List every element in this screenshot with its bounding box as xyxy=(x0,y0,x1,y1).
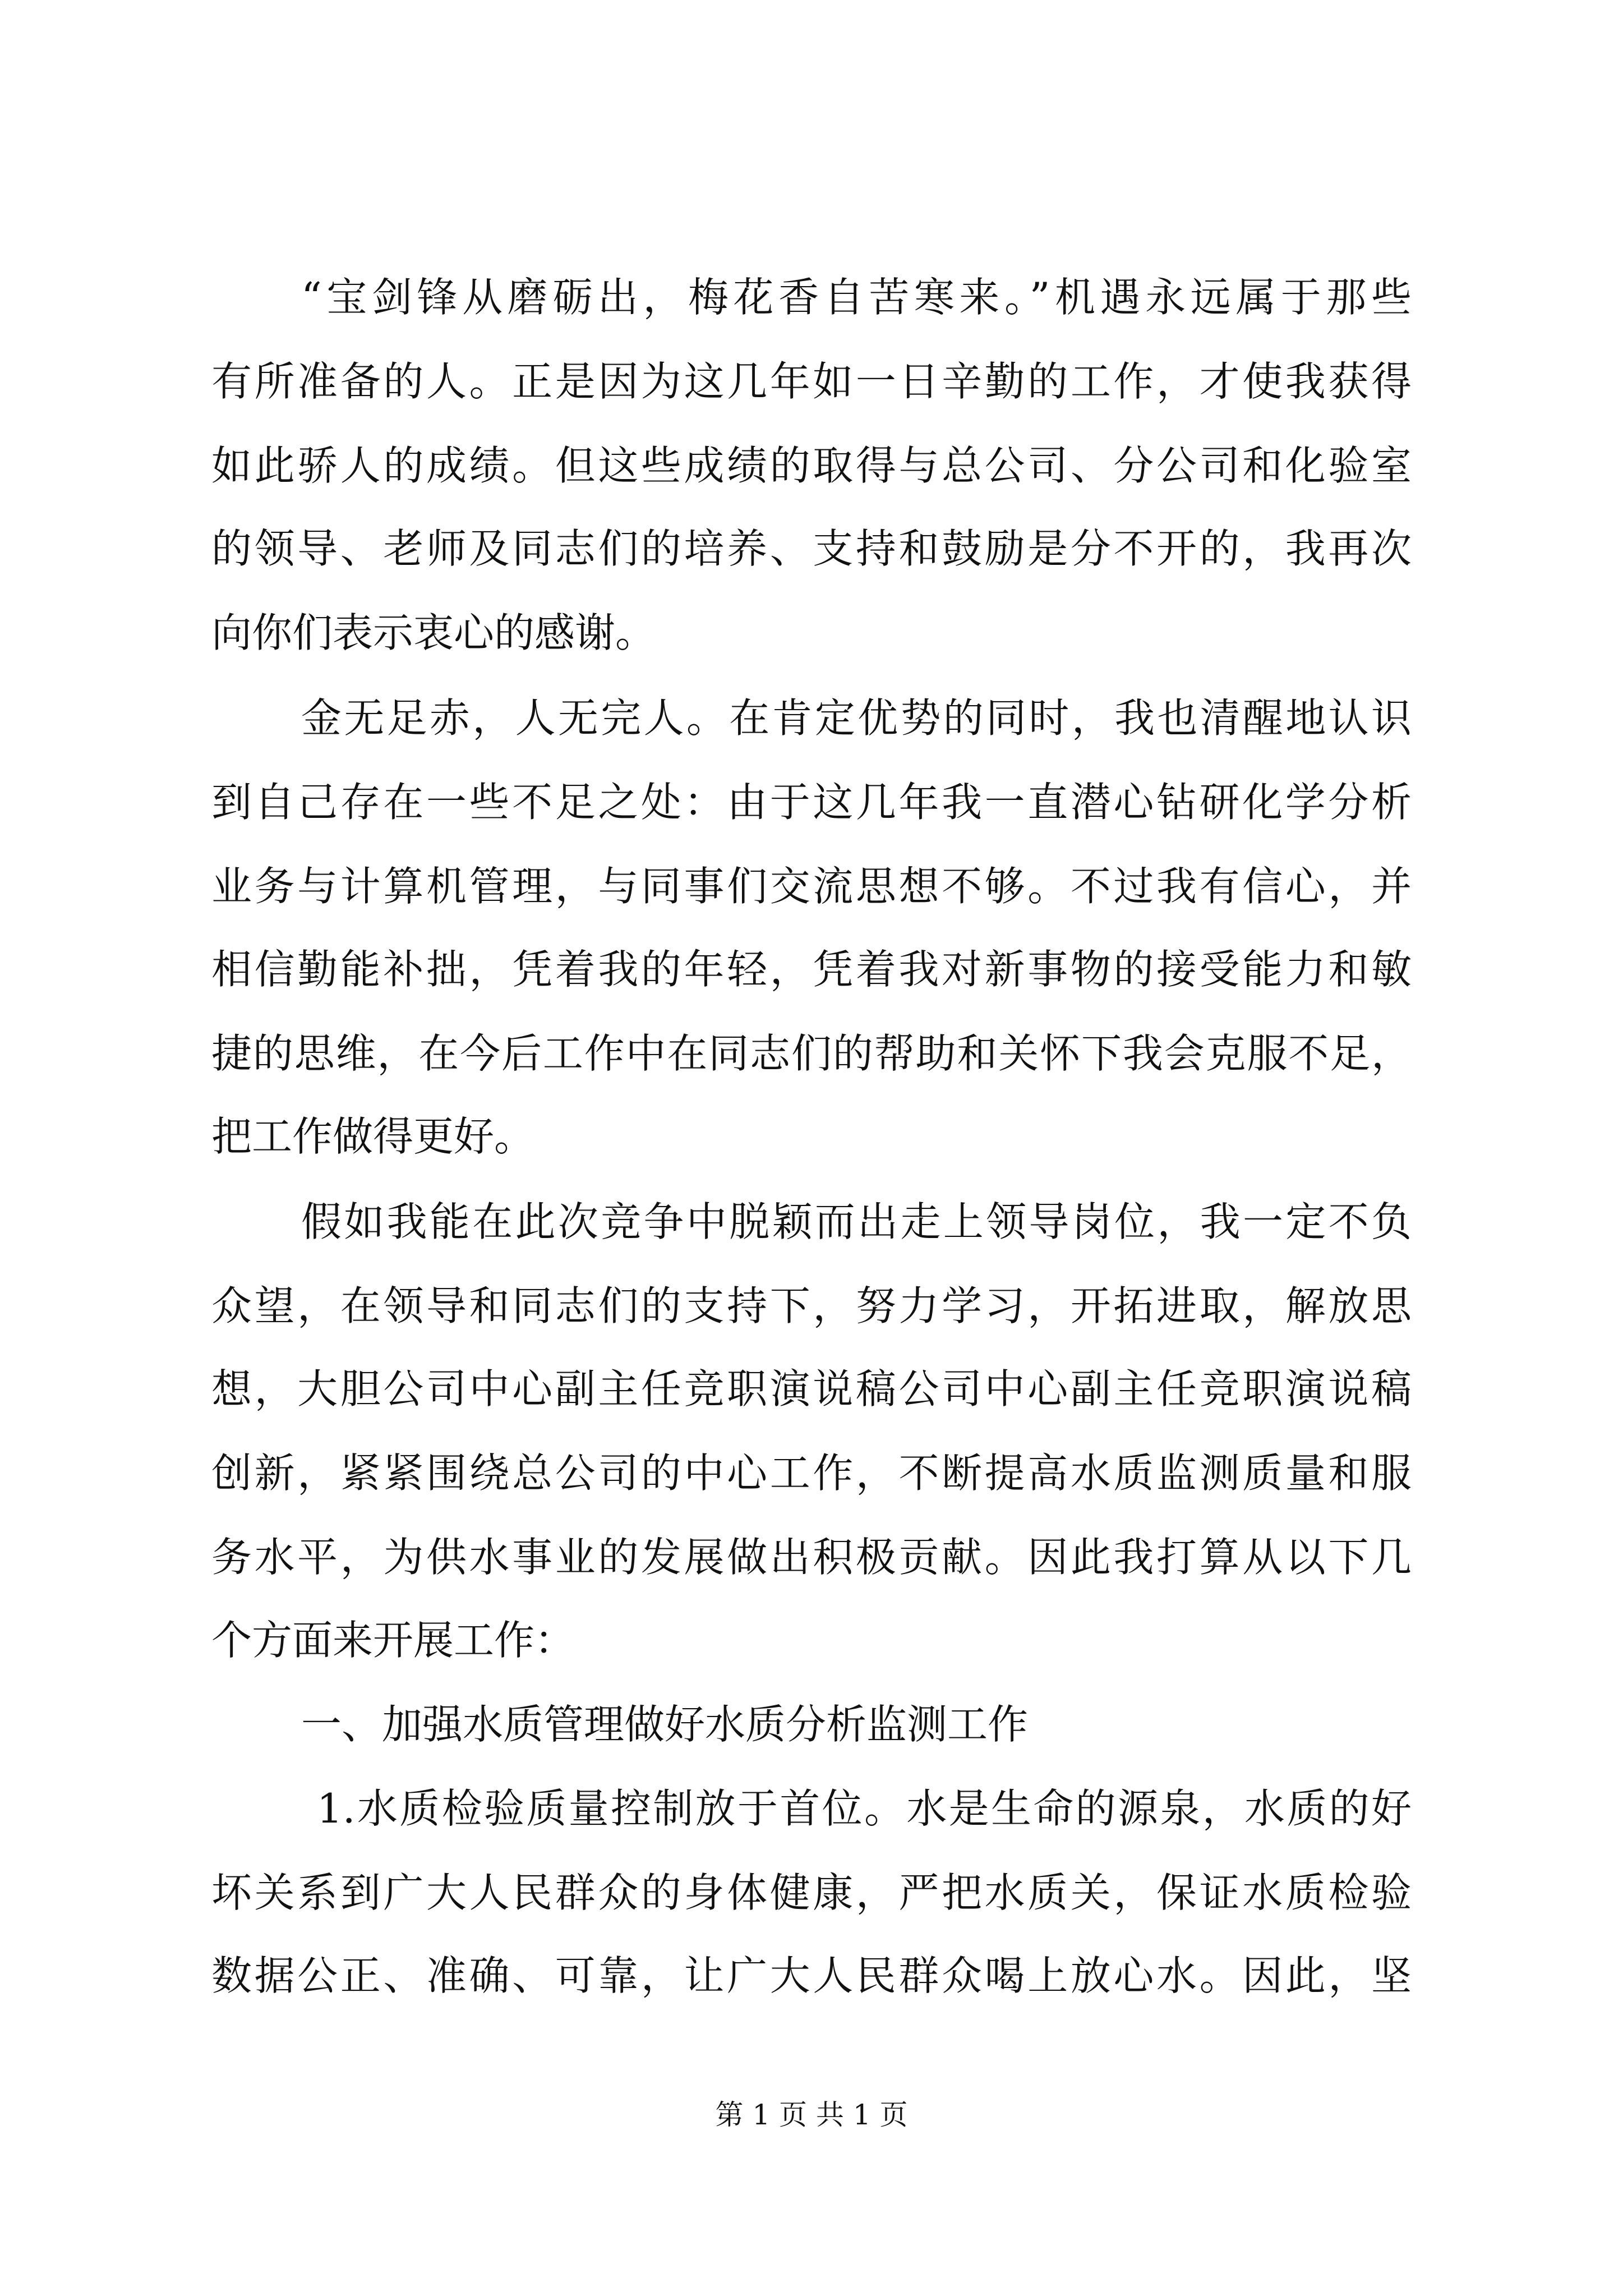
page-number-footer: 第 1 页 共 1 页 xyxy=(715,2099,908,2131)
text-line-6: 金无足赤，人无完人。在肯定优势的同时，我也清醒地认识 xyxy=(301,694,1412,742)
text-line-3: 如此骄人的成绩。但这些成绩的取得与总公司、分公司和化验室 xyxy=(211,442,1412,489)
section-heading: 一、加强水质管理做好水质分析监测工作 xyxy=(301,1701,1029,1748)
text-line-5: 向你们表示衷心的感谢。 xyxy=(211,609,656,656)
text-line-16: 务水平，为供水事业的发展做出积极贡献。因此我打算从以下几 xyxy=(211,1534,1412,1581)
text-line-7: 到自己存在一些不足之处：由于这几年我一直潜心钻研化学分析 xyxy=(211,779,1412,826)
text-line-11: 把工作做得更好。 xyxy=(211,1113,535,1160)
text-line-10: 捷的思维，在今后工作中在同志们的帮助和关怀下我会克服不足， xyxy=(211,1030,1412,1077)
text-line-8: 业务与计算机管理，与同事们交流思想不够。不过我有信心，并 xyxy=(211,863,1412,910)
text-line-14: 想，大胆公司中心副主任竞职演说稿公司中心副主任竞职演说稿 xyxy=(211,1365,1412,1412)
text-line-21: 数据公正、准确、可靠，让广大人民群众喝上放心水。因此，坚 xyxy=(211,1952,1412,1999)
text-line-13: 众望，在领导和同志们的支持下，努力学习，开拓进取，解放思 xyxy=(211,1282,1412,1329)
text-line-12: 假如我能在此次竞争中脱颖而出走上领导岗位，我一定不负 xyxy=(301,1198,1412,1245)
text-line-17: 个方面来开展工作： xyxy=(211,1617,575,1664)
text-line-4: 的领导、老师及同志们的培养、支持和鼓励是分不开的，我再次 xyxy=(211,525,1412,572)
text-line-20: 坏关系到广大人民群众的身体健康，严把水质关，保证水质检验 xyxy=(211,1869,1412,1916)
text-line-9: 相信勤能补拙，凭着我的年轻，凭着我对新事物的接受能力和敏 xyxy=(211,946,1412,993)
text-line-15: 创新，紧紧围绕总公司的中心工作，不断提高水质监测质量和服 xyxy=(211,1450,1412,1497)
text-line-1: “宝剑锋从磨砺出，梅花香自苦寒来。”机遇永远属于那些 xyxy=(301,274,1412,321)
text-line-2: 有所准备的人。正是因为这几年如一日辛勤的工作，才使我获得 xyxy=(211,358,1412,405)
text-line-19: 1.水质检验质量控制放于首位。水是生命的源泉，水质的好 xyxy=(317,1785,1412,1832)
